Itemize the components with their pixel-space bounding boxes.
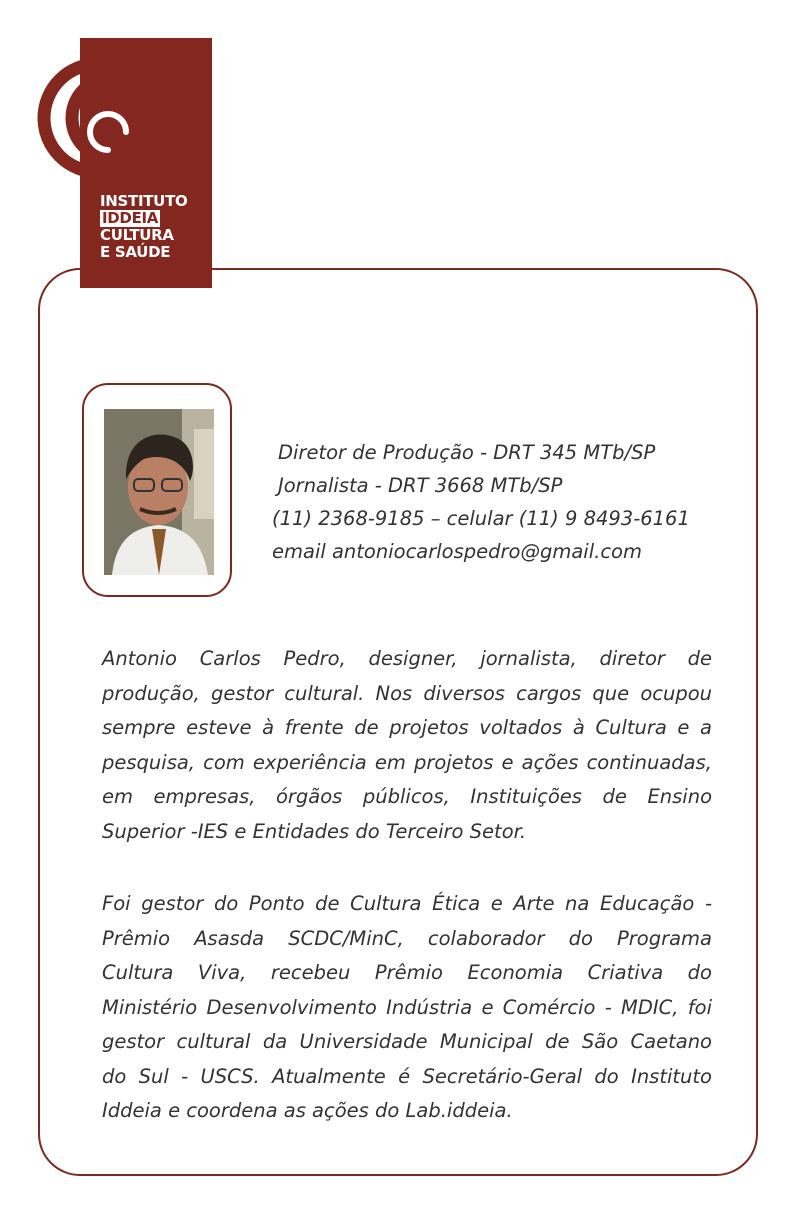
email-line: email antoniocarlospedro@gmail.com	[272, 540, 642, 563]
bio-line: Iddeia e coordena as ações do Lab.iddeia.	[102, 1099, 513, 1122]
bio-line: Superior -IES e Entidades do Terceiro Setor.	[102, 819, 527, 843]
bio-line: pesquisa, com experiência em projetos e ações continuadas,	[102, 750, 712, 774]
bio-line: produção, gestor cultural. Nos diversos cargos que ocupou	[102, 681, 712, 705]
bio-line: Cultura Viva, recebeu Prêmio Economia Criativa do	[102, 961, 712, 984]
bio-line: Ministério Desenvolvimento Indústria e Comércio - MDIC, foi	[102, 995, 712, 1019]
bio-line: Antonio Carlos Pedro, designer, jornalista, diretor de	[102, 647, 712, 670]
bio-line: Foi gestor do Ponto de Cultura Ética e Arte na Educação -	[102, 892, 712, 915]
bio-line: em empresas, órgãos públicos, Instituições de Ensino	[102, 785, 712, 808]
logo-line-1: INSTITUTO	[100, 192, 188, 210]
phone-line: (11) 2368-9185 – celular (11) 9 8493-6161	[272, 507, 690, 530]
role-line: Diretor de Produção - DRT 345 MTb/SP	[278, 441, 656, 464]
logo-line-2: IDDEIA	[102, 209, 159, 227]
logo-line-3: CULTURA	[100, 226, 174, 244]
bio-paragraph-1	[102, 642, 712, 849]
bio-line: gestor cultural da Universidade Municipal de São Caetano	[102, 1030, 712, 1053]
logo-line-4: E SAÚDE	[100, 243, 171, 261]
bio-line: Prêmio Asasda SCDC/MinC, colaborador do Programa	[102, 926, 712, 950]
bio-line: sempre esteve à frente de projetos voltados à Cultura e a	[102, 716, 712, 739]
spiral-icon	[34, 54, 162, 182]
logo-wordmark	[100, 193, 210, 261]
portrait-photo	[104, 409, 214, 575]
journalist-line: Jornalista - DRT 3668 MTb/SP	[278, 474, 563, 497]
bio-paragraph-2	[102, 887, 712, 1129]
contact-block	[272, 436, 742, 568]
bio-line: do Sul - USCS. Atualmente é Secretário-Geral do Instituto	[102, 1064, 712, 1088]
